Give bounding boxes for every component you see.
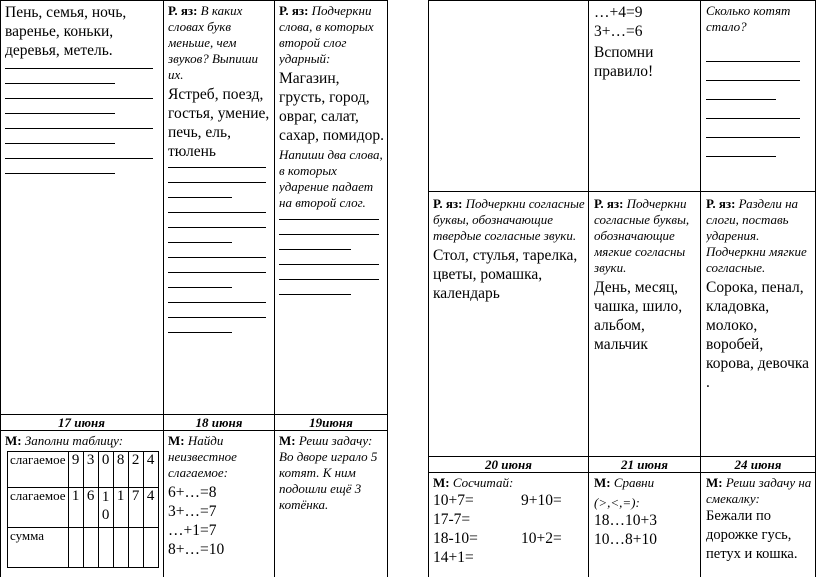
subject-label: М: <box>706 475 723 490</box>
table-cell: 4 <box>143 488 158 528</box>
answer-line <box>706 118 800 119</box>
task-text: Заполни таблицу: <box>24 433 124 448</box>
kittens-answer-cell <box>706 3 812 157</box>
subject-label: Р. яз: <box>433 196 463 211</box>
answer-line <box>168 287 232 288</box>
task-words: Сорока, пенал, кладовка, молоко, воробей, корова, девочка . <box>706 279 810 391</box>
table-cell <box>98 528 113 568</box>
date-label: 19июня <box>309 415 353 430</box>
grid-line <box>163 0 164 577</box>
date-label: 18 июня <box>195 415 243 430</box>
task-words: День, месяц, чашка, шило, альбом, мальчик <box>594 279 683 353</box>
table-cell: 2 <box>128 452 143 488</box>
answer-line <box>279 234 379 235</box>
table-cell: 0 <box>98 452 113 488</box>
signs-text: (>,<,=): <box>594 495 640 510</box>
answer-line <box>279 249 351 250</box>
word-list-cell <box>5 3 160 174</box>
equation: …+1=7 <box>168 522 217 539</box>
answer-line <box>706 61 800 62</box>
equation: 8+…=10 <box>168 541 225 558</box>
answer-line <box>5 68 153 69</box>
answer-line <box>279 294 351 295</box>
equation: 3+…=7 <box>168 503 217 520</box>
answer-line <box>168 212 266 213</box>
equation: …+4=9 <box>594 4 643 21</box>
subject-label: Р. яз: <box>168 3 198 18</box>
task-text-2: Напиши два слова, в которых ударение падает на второй слог. <box>279 147 383 210</box>
subject-label: Р. яз: <box>594 196 624 211</box>
compare-cell <box>594 475 698 549</box>
table-cell <box>143 528 158 568</box>
subject-label: М: <box>5 433 22 448</box>
date-label: 21 июня <box>621 457 668 472</box>
count-cell <box>433 475 586 567</box>
answer-line <box>706 80 800 81</box>
grid-line <box>588 0 589 577</box>
answer-line <box>168 332 232 333</box>
subject-label: М: <box>594 475 611 490</box>
answer-line <box>168 197 232 198</box>
grid-line <box>700 0 701 577</box>
expression: 18-10= <box>433 530 478 547</box>
table-cell: 1 <box>68 488 83 528</box>
question-text: Сколько котят стало? <box>706 3 791 34</box>
table-cell: 8 <box>113 452 128 488</box>
expression: 10+2= <box>521 530 562 547</box>
answer-line <box>706 137 800 138</box>
equation-cell <box>594 3 698 81</box>
answer-line <box>168 272 266 273</box>
table-row <box>8 528 159 568</box>
table-cell: 7 <box>128 488 143 528</box>
table-cell <box>68 528 83 568</box>
task-text: Реши задачу: <box>298 433 373 448</box>
expression: 9+10= <box>521 492 562 509</box>
answer-line <box>168 242 232 243</box>
subject-label: Р. яз: <box>706 196 736 211</box>
task-text: В каких словах букв меньше, чем звуков? Выпиши их. <box>168 3 259 82</box>
answer-line <box>168 302 266 303</box>
table-cell: 4 <box>143 452 158 488</box>
answer-lines <box>279 219 385 295</box>
grid-line <box>0 0 388 1</box>
unknown-addend-cell <box>168 433 272 559</box>
task-text: Подчеркни согласные буквы, обозначающие твердые согласные звуки. <box>433 196 585 243</box>
answer-lines <box>5 68 160 174</box>
grid-line <box>387 0 388 577</box>
answer-lines <box>706 61 812 157</box>
answer-line <box>5 98 153 99</box>
date-label: 20 июня <box>485 457 532 472</box>
task-words: Стол, стулья, тарелка, цветы, ромашка, календарь <box>433 247 578 302</box>
table-cell <box>113 528 128 568</box>
answer-lines <box>168 167 272 333</box>
subject-label: М: <box>168 433 185 448</box>
row-label: слагаемое <box>8 488 69 528</box>
task-text: Найди неизвестное слагаемое: <box>168 433 237 480</box>
expressions <box>433 491 586 567</box>
answer-line <box>706 99 776 100</box>
subject-label: Р. яз: <box>279 3 309 18</box>
task-words: Ястреб, поезд, гостья, умение, печь, ель, тюлень <box>168 86 270 160</box>
answer-line <box>168 257 266 258</box>
stress-task-cell <box>279 3 385 295</box>
task-text: Реши задачу на смекалку: <box>706 475 812 506</box>
reminder-text: Вспомни правило! <box>594 44 654 80</box>
equation: 6+…=8 <box>168 484 217 501</box>
task-text: Раздели на слоги, поставь ударения. Подчеркни мягкие согласные. <box>706 196 807 275</box>
task-text: Подчеркни согласные буквы, обозначающие мягкие согласны звуки. <box>594 196 690 275</box>
task-text: Сосчитай: <box>452 475 514 490</box>
table-cell: 3 <box>83 452 98 488</box>
task-text: Подчеркни слова, в которых второй слог ударный: <box>279 3 374 66</box>
grid-line <box>0 0 1 577</box>
row-label: сумма <box>8 528 69 568</box>
subject-label: М: <box>279 433 296 448</box>
table-cell: 10 <box>98 488 113 528</box>
syllables-cell <box>706 196 813 392</box>
grid-line <box>428 0 429 577</box>
answer-line <box>5 83 115 84</box>
table-cell: 1 <box>113 488 128 528</box>
row-label: слагаемое <box>8 452 69 488</box>
table-row <box>8 488 159 528</box>
problem-text: Во дворе играло 5 котят. К ним подошли ещё 3 котёнка. <box>279 449 378 512</box>
grid-line <box>274 0 275 577</box>
grid-line <box>428 191 816 192</box>
expression: 14+1= <box>433 549 474 566</box>
table-cell: 9 <box>68 452 83 488</box>
equation: 3+…=6 <box>594 23 643 40</box>
answer-line <box>5 173 115 174</box>
table-row <box>8 452 159 488</box>
date-label: 24 июня <box>734 457 782 472</box>
subject-label: М: <box>433 475 450 490</box>
answer-line <box>168 167 266 168</box>
answer-line <box>168 182 266 183</box>
answer-line <box>5 113 115 114</box>
answer-line <box>279 219 379 220</box>
answer-line <box>279 279 379 280</box>
comparison: 18…10+3 <box>594 512 657 529</box>
hard-consonants-cell <box>433 196 586 303</box>
task-words: Магазин, грусть, город, овраг, салат, сахар, помидор. <box>279 70 384 144</box>
grid-line <box>428 0 816 1</box>
soft-consonants-cell <box>594 196 698 354</box>
table-cell: 6 <box>83 488 98 528</box>
answer-line <box>5 128 153 129</box>
comparison: 10…8+10 <box>594 531 657 548</box>
answer-line <box>5 158 153 159</box>
date-label: 17 июня <box>58 415 105 430</box>
answer-line <box>168 227 266 228</box>
task-text: Сравни <box>613 475 655 490</box>
sounds-task-cell <box>168 3 272 333</box>
answer-line <box>168 317 266 318</box>
problem-cell <box>279 433 385 513</box>
table-cell <box>83 528 98 568</box>
expression: 17-7= <box>433 511 471 528</box>
word-list-text: Пень, семья, ночь, варенье, коньки, деревья, метель. <box>5 4 127 59</box>
answer-line <box>5 143 115 144</box>
expression: 10+7= <box>433 492 474 509</box>
sum-table <box>7 451 159 568</box>
table-cell <box>128 528 143 568</box>
answer-line <box>706 156 776 157</box>
riddle-cell <box>706 475 814 564</box>
riddle-text: Бежали по дорожке гусь, петух и кошка. <box>706 508 798 562</box>
answer-line <box>279 264 379 265</box>
